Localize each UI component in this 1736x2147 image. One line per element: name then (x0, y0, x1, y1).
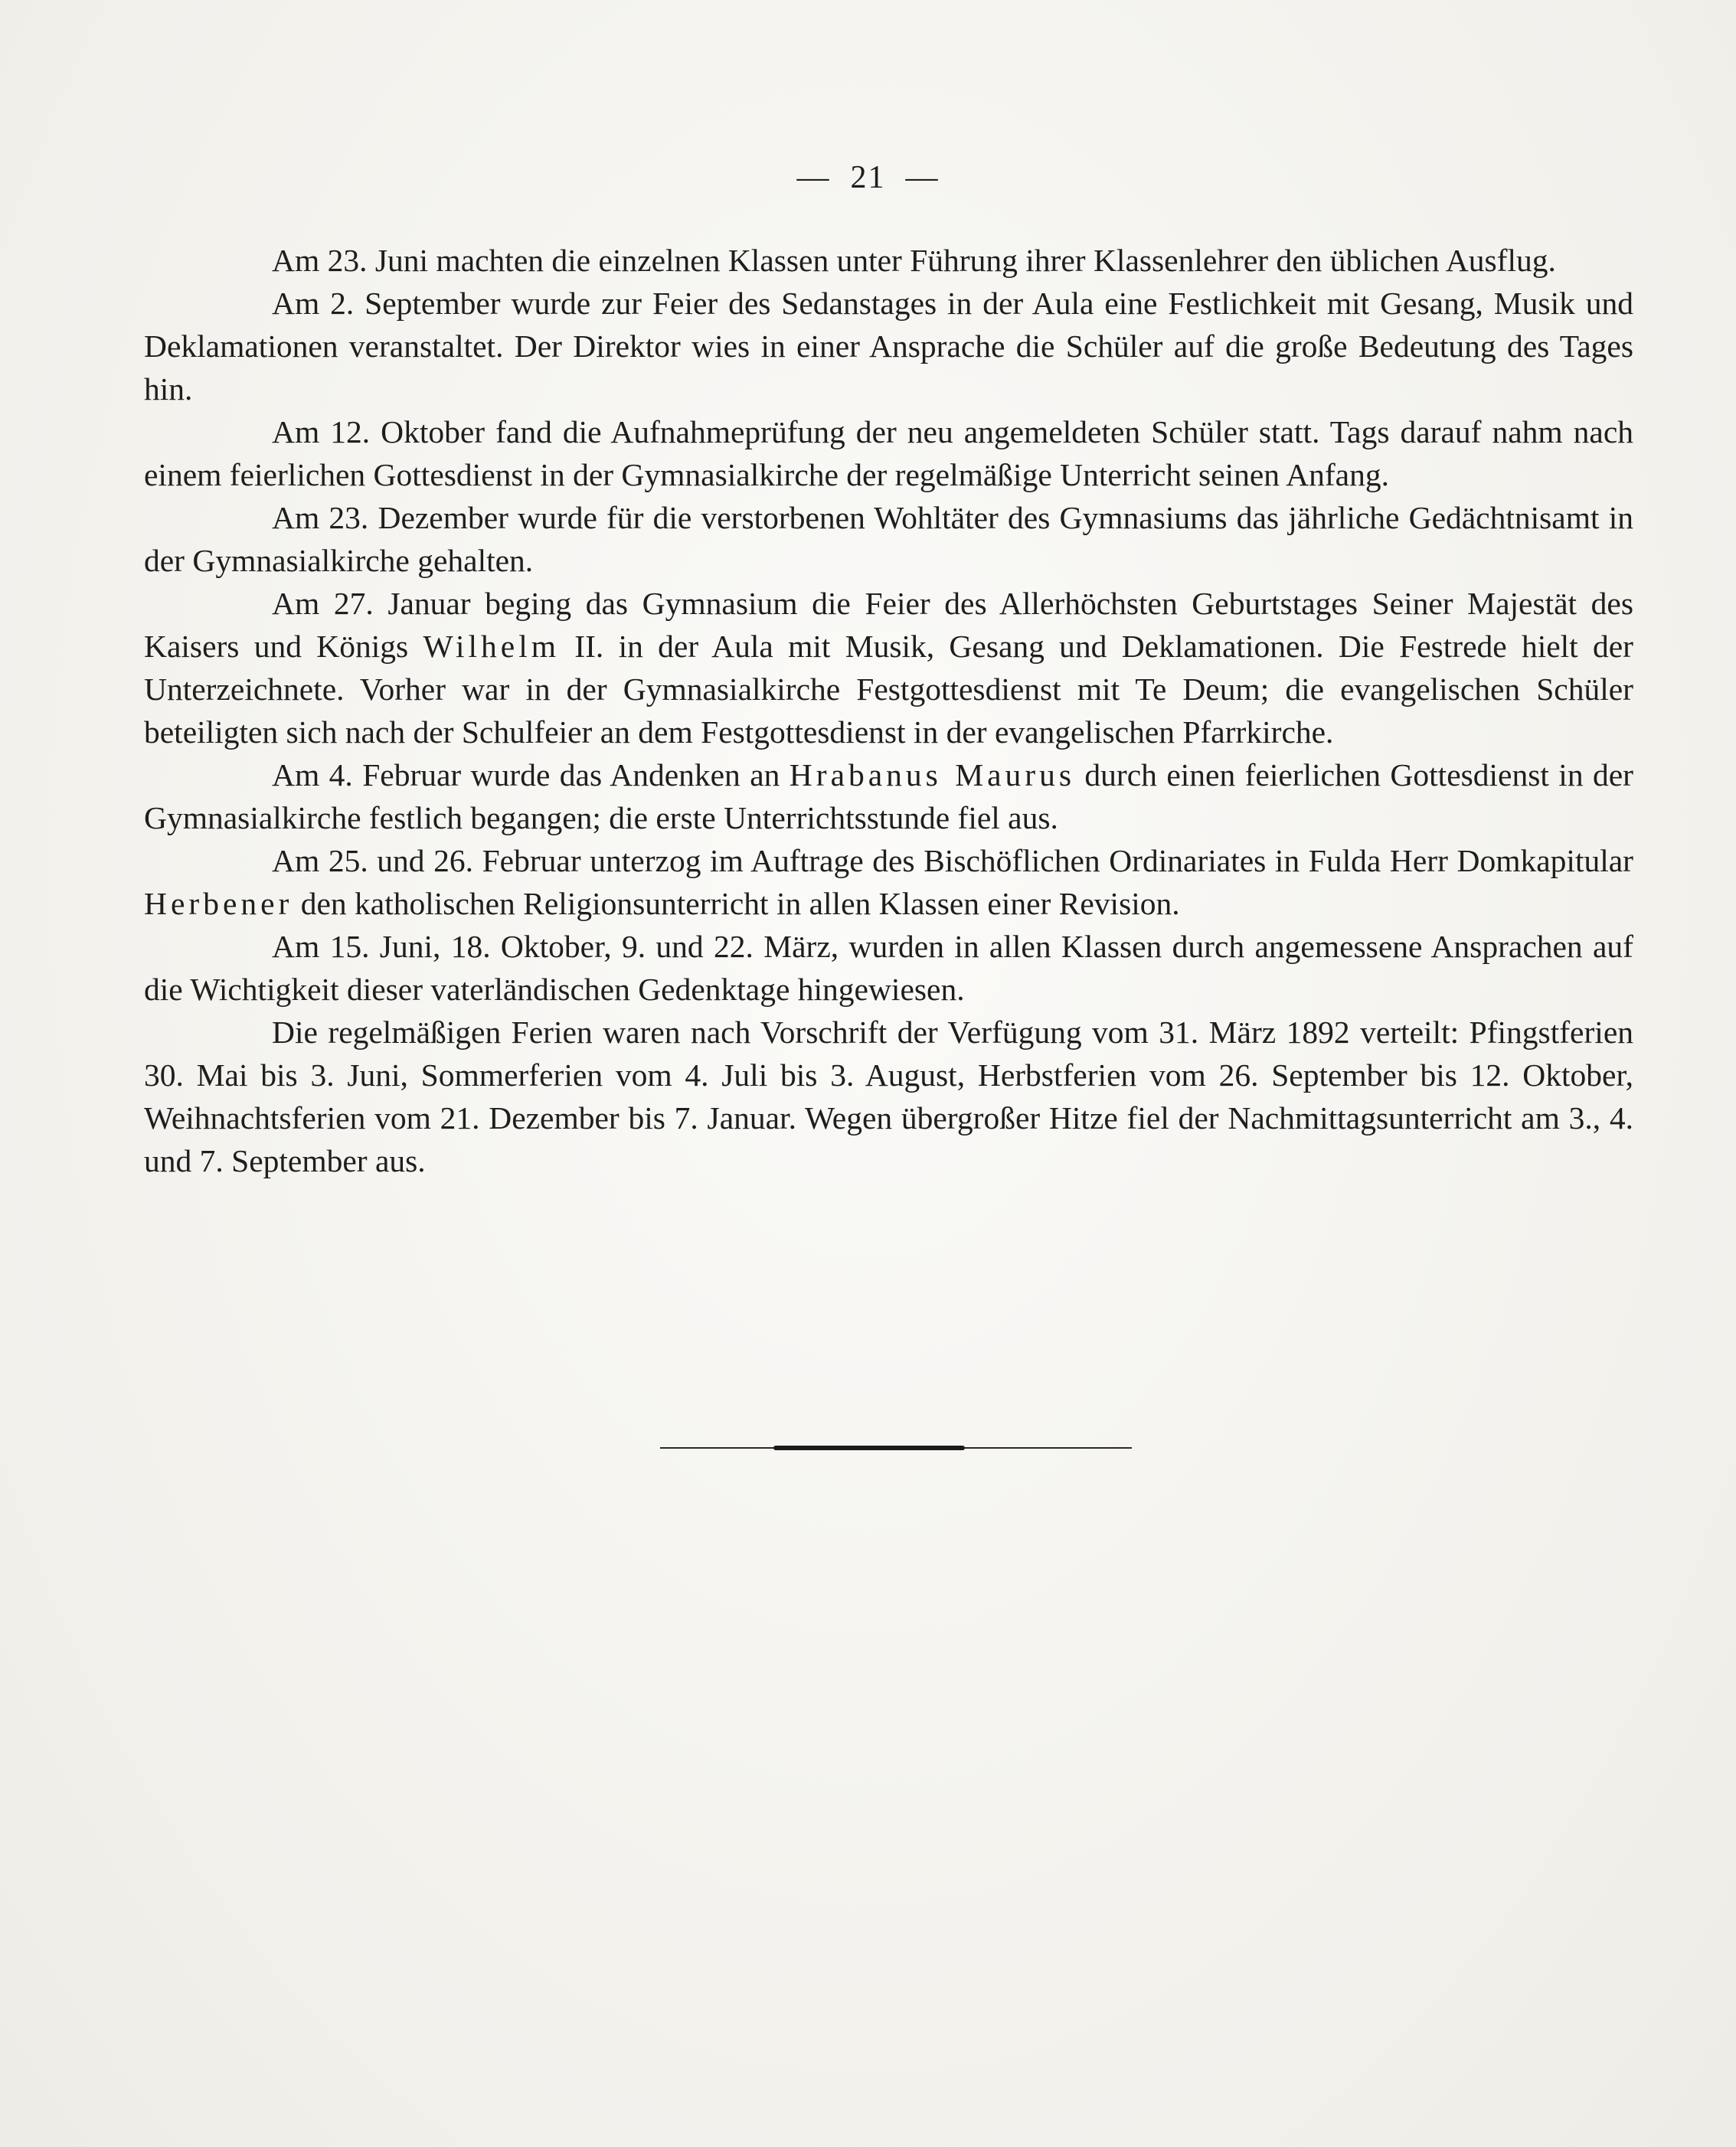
paragraph-text: Am 15. Juni, 18. Oktober, 9. und 22. März, wurden in allen Klassen durch angemessene Ansprachen auf die Wichtigkeit dieser vaterländischen Gedenktage hingewiesen. (144, 929, 1633, 1007)
paragraph (144, 1011, 1633, 1182)
chronicle-text (144, 239, 1633, 1182)
spaced-name: Herbener (144, 886, 293, 921)
paragraph (144, 753, 1633, 839)
paragraph (144, 239, 1633, 282)
paragraph (144, 410, 1633, 496)
page-number-dash-right: — (905, 160, 940, 195)
spaced-name: Hrabanus Maurus (789, 757, 1076, 792)
paragraph (144, 582, 1633, 753)
paragraph (144, 925, 1633, 1011)
paragraph-text: Am 2. September wurde zur Feier des Sedanstages in der Aula eine Festlichkeit mit Gesang, Musik und Deklamationen veranstaltet. Der Direktor wies in einer Ansprache die Schüler auf die große Bedeutung des Tages hin. (144, 286, 1633, 407)
paragraph-text: Am 27. Januar beging das Gymnasium die Feier des Allerhöchsten Geburtstages Seiner Majestät des Kaisers und Königs (144, 586, 1633, 664)
paragraph-text: Am 23. Dezember wurde für die verstorbenen Wohltäter des Gymnasiums das jährliche Gedächtnisamt in der Gymnasialkirche gehalten. (144, 500, 1633, 578)
page-number (0, 159, 1736, 196)
spaced-name: Wilhelm (423, 629, 561, 664)
paragraph (144, 839, 1633, 925)
paragraph-text: Am 23. Juni machten die einzelnen Klassen unter Führung ihrer Klassenlehrer den üblichen Ausflug. (272, 243, 1556, 278)
paragraph-text: den katholischen Religionsunterricht in allen Klassen einer Revision. (293, 886, 1180, 921)
paragraph-text: Die regelmäßigen Ferien waren nach Vorschrift der Verfügung vom 31. März 1892 verteilt: Pfingstferien 30. Mai bis 3. Juni, Sommerferien vom 4. Juli bis 3. August, Herbstferien vom 26. September bis 12. Oktober, Weihnachtsferien vom 21. Dezember bis 7. Januar. Wegen übergroßer Hitze fiel der Nachmittagsunterricht am 3., 4. und 7. September aus. (144, 1015, 1633, 1178)
paragraph-text: durch einen feierlichen Gottesdienst in der Gymnasialkirche festlich begangen; die erste Unterrichtsstunde fiel aus. (144, 757, 1633, 835)
paragraph (144, 496, 1633, 582)
paragraph-text: Am 4. Februar wurde das Andenken an (272, 757, 790, 792)
page-number-value: 21 (850, 160, 886, 195)
paragraph-text: II. in der Aula mit Musik, Gesang und Deklamationen. Die Festrede hielt der Unterzeichnete. Vorher war in der Gymnasialkirche Festgottesdienst mit Te Deum; die evangelischen Schüler beteiligten sich nach der Schulfeier an dem Festgottesdienst in der evangelischen Pfarrkirche. (144, 629, 1633, 750)
paragraph-text: Am 25. und 26. Februar unterzog im Auftrage des Bischöflichen Ordinariates in Fulda Herr Domkapitular (272, 843, 1633, 878)
paragraph (144, 282, 1633, 410)
page-number-dash-left: — (796, 160, 831, 195)
closing-rule-bold (773, 1446, 965, 1450)
paragraph-text: Am 12. Oktober fand die Aufnahmeprüfung der neu angemeldeten Schüler statt. Tags darauf nahm nach einem feierlichen Gottesdienst in der Gymnasialkirche der regelmäßige Unterricht seinen Anfang. (144, 414, 1633, 492)
